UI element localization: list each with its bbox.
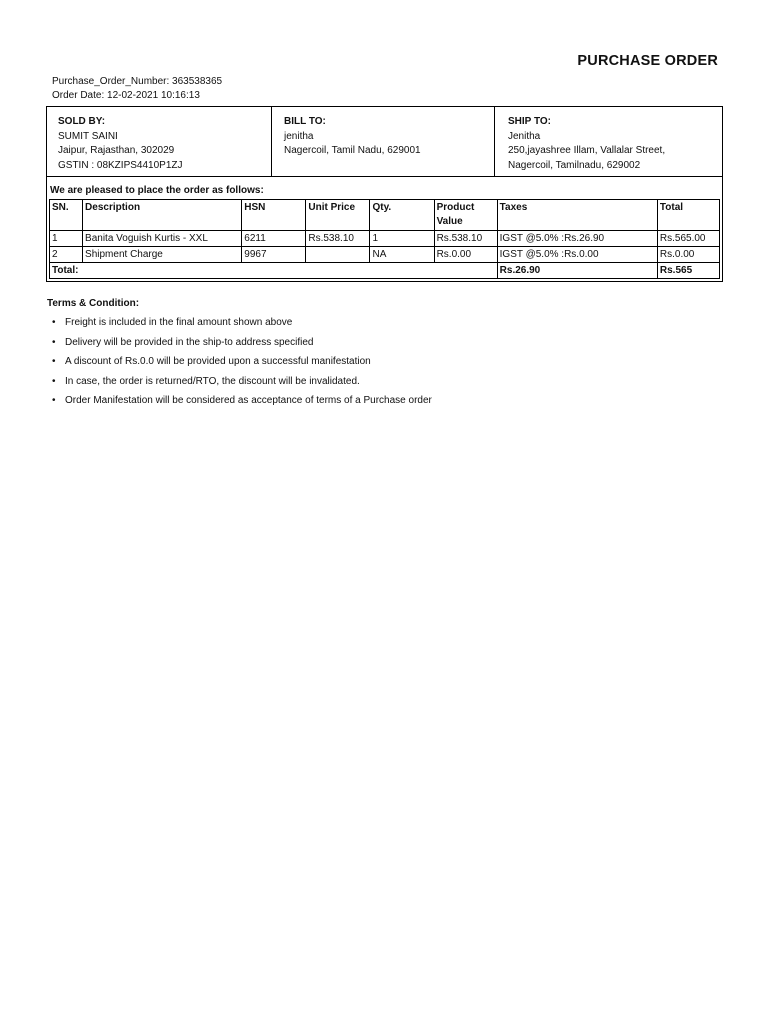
- cell-sn: 1: [50, 231, 83, 247]
- order-meta: [52, 75, 222, 103]
- sold-by-name: SUMIT SAINI: [58, 130, 118, 142]
- terms-list: [47, 316, 727, 414]
- ship-to-address-line1: 250,jayashree Illam, Vallalar Street,: [508, 145, 666, 156]
- cell-description: Banita Voguish Kurtis - XXL: [83, 231, 242, 247]
- list-item: [47, 394, 727, 414]
- term-text: Delivery will be provided in the ship-to address specified: [65, 336, 314, 348]
- terms-section: [47, 298, 727, 414]
- bullet-icon: •: [52, 336, 56, 348]
- cell-product-value: Rs.538.10: [434, 231, 497, 247]
- order-number: Purchase_Order_Number: 363538365: [52, 76, 223, 87]
- term-text: A discount of Rs.0.0 will be provided upon a successful manifestation: [65, 356, 371, 367]
- sold-by-gstin: GSTIN : 08KZIPS4410P1ZJ: [58, 159, 183, 171]
- cell-hsn: 6211: [242, 231, 306, 247]
- total-label: Total:: [50, 263, 498, 279]
- terms-heading: Terms & Condition:: [47, 298, 140, 309]
- ship-to-block: [495, 107, 722, 176]
- total-row: [50, 263, 720, 279]
- items-table: [49, 199, 720, 279]
- cell-sn: 2: [50, 247, 83, 263]
- header-unit-price: Unit Price: [306, 200, 370, 231]
- sold-by-heading: SOLD BY:: [58, 116, 106, 127]
- cell-unit-price: [306, 247, 370, 263]
- cell-hsn: 9967: [242, 247, 306, 263]
- header-hsn: HSN: [242, 200, 306, 231]
- cell-description: Shipment Charge: [83, 247, 242, 263]
- order-intro: We are pleased to place the order as follows:: [50, 185, 264, 196]
- header-qty: Qty.: [370, 200, 434, 231]
- cell-product-value: Rs.0.00: [434, 247, 497, 263]
- term-text: In case, the order is returned/RTO, the discount will be invalidated.: [65, 375, 360, 387]
- parties-section: [47, 107, 722, 177]
- bullet-icon: •: [52, 395, 56, 406]
- bullet-icon: •: [52, 375, 56, 387]
- bill-to-address: Nagercoil, Tamil Nadu, 629001: [284, 145, 421, 156]
- table-header-row: [50, 200, 720, 231]
- items-table-wrap: [47, 199, 722, 281]
- bill-to-heading: BILL TO:: [284, 116, 326, 127]
- bullet-icon: •: [52, 317, 56, 328]
- ship-to-address-line2: Nagercoil, Tamilnadu, 629002: [508, 159, 641, 171]
- ship-to-name: Jenitha: [508, 130, 541, 142]
- order-date: Order Date: 12-02-2021 10:16:13: [52, 90, 200, 101]
- sold-by-block: [47, 107, 271, 176]
- bullet-icon: •: [52, 356, 56, 367]
- cell-total: Rs.565.00: [657, 231, 719, 247]
- cell-taxes: IGST @5.0% :Rs.0.00: [497, 247, 657, 263]
- term-text: Order Manifestation will be considered as acceptance of terms of a Purchase order: [65, 395, 432, 406]
- document-title: PURCHASE ORDER: [577, 53, 718, 69]
- header-taxes: Taxes: [497, 200, 657, 231]
- cell-taxes: IGST @5.0% :Rs.26.90: [497, 231, 657, 247]
- cell-total: Rs.0.00: [657, 247, 719, 263]
- list-item: [47, 336, 727, 356]
- term-text: Freight is included in the final amount shown above: [65, 317, 293, 328]
- total-amount: Rs.565: [657, 263, 719, 279]
- table-row: [50, 231, 720, 247]
- bill-to-name: jenitha: [284, 130, 314, 142]
- list-item: [47, 375, 727, 395]
- header-product-value: Product Value: [434, 200, 497, 231]
- cell-qty: NA: [370, 247, 434, 263]
- header-description: Description: [83, 200, 242, 231]
- sold-by-address: Jaipur, Rajasthan, 302029: [58, 145, 175, 156]
- cell-qty: 1: [370, 231, 434, 247]
- list-item: [47, 355, 727, 375]
- total-taxes: Rs.26.90: [497, 263, 657, 279]
- header-sn: SN.: [50, 200, 83, 231]
- order-box: [46, 106, 723, 282]
- list-item: [47, 316, 727, 336]
- bill-to-block: [271, 107, 495, 176]
- cell-unit-price: Rs.538.10: [306, 231, 370, 247]
- header-total: Total: [657, 200, 719, 231]
- ship-to-heading: SHIP TO:: [508, 116, 551, 127]
- table-row: [50, 247, 720, 263]
